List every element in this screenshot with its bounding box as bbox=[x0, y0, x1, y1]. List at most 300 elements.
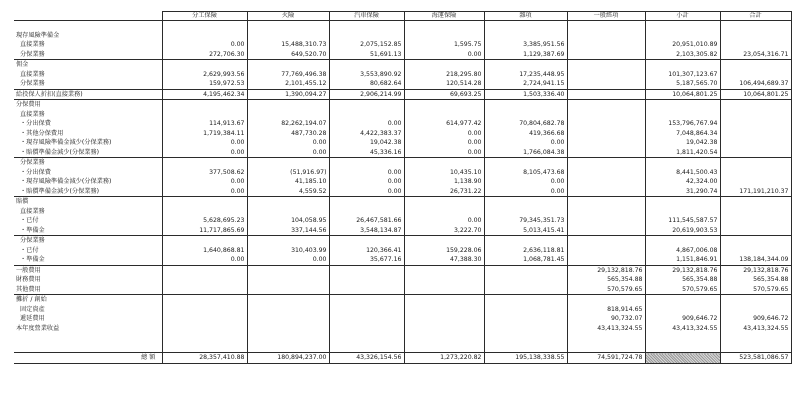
row-label: 分保業務 bbox=[14, 236, 162, 246]
row-label: ・分出保費 bbox=[20, 120, 51, 127]
value-cell bbox=[162, 324, 247, 334]
value-cell bbox=[567, 148, 645, 158]
value-cell bbox=[484, 110, 567, 120]
grand-total-cell: 523,581,086.57 bbox=[720, 353, 791, 364]
value-cell: 120,514.28 bbox=[404, 79, 484, 89]
value-cell: 4,422,383.37 bbox=[329, 129, 404, 139]
value-cell bbox=[484, 305, 567, 315]
value-cell bbox=[567, 21, 645, 31]
value-cell bbox=[645, 295, 720, 305]
value-cell: 337,144.56 bbox=[247, 226, 329, 236]
value-cell bbox=[484, 100, 567, 110]
value-cell: 614,977.42 bbox=[404, 119, 484, 129]
table-row bbox=[14, 110, 791, 120]
row-label: ・準備金 bbox=[20, 226, 45, 234]
value-cell bbox=[484, 31, 567, 41]
value-cell: 10,064,801.25 bbox=[720, 89, 791, 100]
table-row bbox=[14, 177, 791, 187]
value-cell: 0.00 bbox=[329, 177, 404, 187]
table-body bbox=[14, 21, 791, 353]
value-cell bbox=[247, 275, 329, 285]
value-cell bbox=[567, 119, 645, 129]
value-cell bbox=[720, 40, 791, 50]
value-cell bbox=[720, 110, 791, 120]
table-row bbox=[14, 275, 791, 285]
value-cell: 106,494,689.37 bbox=[720, 79, 791, 89]
value-cell bbox=[720, 21, 791, 31]
value-cell bbox=[720, 305, 791, 315]
value-cell bbox=[404, 333, 484, 343]
value-cell: 1,811,420.54 bbox=[645, 148, 720, 158]
row-label: 本年度營業收益 bbox=[16, 324, 60, 332]
column-header: 汽車保險 bbox=[329, 12, 404, 21]
value-cell: 1,595.75 bbox=[404, 40, 484, 50]
value-cell: 570,579.65 bbox=[720, 285, 791, 295]
value-cell bbox=[329, 207, 404, 217]
row-label: ・已付 bbox=[20, 217, 39, 224]
value-cell: 218,295.80 bbox=[404, 70, 484, 80]
value-cell bbox=[484, 207, 567, 217]
value-cell: 0.00 bbox=[162, 187, 247, 197]
table-row bbox=[14, 236, 791, 246]
value-cell: 1,151,846.91 bbox=[645, 255, 720, 265]
table-row bbox=[14, 119, 791, 129]
value-cell: 1,640,868.81 bbox=[162, 246, 247, 256]
value-cell: 3,553,890.92 bbox=[329, 70, 404, 80]
table-row bbox=[14, 246, 791, 256]
value-cell: 0.00 bbox=[404, 138, 484, 148]
value-cell bbox=[329, 31, 404, 41]
value-cell: 0.00 bbox=[162, 255, 247, 265]
value-cell bbox=[720, 148, 791, 158]
value-cell bbox=[329, 324, 404, 334]
table-row bbox=[14, 226, 791, 236]
value-cell bbox=[329, 295, 404, 305]
value-cell bbox=[720, 177, 791, 187]
value-cell: 0.00 bbox=[404, 50, 484, 60]
total-cell: 74,591,724.78 bbox=[567, 353, 645, 364]
value-cell bbox=[645, 343, 720, 353]
value-cell: 41,185.10 bbox=[247, 177, 329, 187]
value-cell bbox=[247, 236, 329, 246]
value-cell bbox=[720, 207, 791, 217]
value-cell bbox=[484, 285, 567, 295]
corner-cell bbox=[14, 12, 162, 21]
value-cell bbox=[404, 314, 484, 324]
value-cell bbox=[567, 343, 645, 353]
value-cell: 0.00 bbox=[162, 148, 247, 158]
value-cell bbox=[567, 226, 645, 236]
value-cell bbox=[720, 197, 791, 207]
value-cell: 43,413,324.55 bbox=[645, 324, 720, 334]
row-label bbox=[14, 21, 162, 31]
value-cell: 42,324.00 bbox=[645, 177, 720, 187]
row-label: 直接業務 bbox=[20, 41, 45, 48]
total-cell: 180,894,237.00 bbox=[247, 353, 329, 364]
value-cell bbox=[247, 110, 329, 120]
table-row bbox=[14, 265, 791, 275]
value-cell bbox=[567, 110, 645, 120]
value-cell bbox=[484, 333, 567, 343]
value-cell bbox=[404, 21, 484, 31]
value-cell bbox=[404, 110, 484, 120]
value-cell bbox=[484, 343, 567, 353]
value-cell: 909,646.72 bbox=[645, 314, 720, 324]
value-cell: 1,719,384.11 bbox=[162, 129, 247, 139]
row-label: 賠償 bbox=[14, 197, 162, 207]
value-cell bbox=[720, 100, 791, 110]
value-cell: 0.00 bbox=[162, 138, 247, 148]
value-cell bbox=[404, 60, 484, 70]
row-label: 財務費用 bbox=[16, 276, 41, 283]
value-cell: 0.00 bbox=[247, 138, 329, 148]
value-cell bbox=[720, 333, 791, 343]
value-cell bbox=[484, 324, 567, 334]
value-cell: 3,385,951.56 bbox=[484, 40, 567, 50]
value-cell: 649,520.70 bbox=[247, 50, 329, 60]
value-cell: 43,413,324.55 bbox=[720, 324, 791, 334]
value-cell bbox=[162, 275, 247, 285]
value-cell: 31,290.74 bbox=[645, 187, 720, 197]
value-cell: 77,769,496.38 bbox=[247, 70, 329, 80]
value-cell bbox=[162, 265, 247, 275]
value-cell: 0.00 bbox=[484, 138, 567, 148]
value-cell bbox=[567, 79, 645, 89]
value-cell bbox=[329, 343, 404, 353]
table-row bbox=[14, 197, 791, 207]
value-cell: 90,732.07 bbox=[567, 314, 645, 324]
value-cell bbox=[720, 60, 791, 70]
value-cell: 2,103,305.82 bbox=[645, 50, 720, 60]
value-cell bbox=[404, 343, 484, 353]
value-cell bbox=[720, 129, 791, 139]
value-cell bbox=[404, 197, 484, 207]
value-cell: 26,731.22 bbox=[404, 187, 484, 197]
value-cell bbox=[162, 110, 247, 120]
value-cell bbox=[720, 295, 791, 305]
value-cell: 0.00 bbox=[329, 187, 404, 197]
row-label: ・已付 bbox=[20, 246, 39, 254]
value-cell: 1,068,781.45 bbox=[484, 255, 567, 265]
value-cell: 101,307,123.67 bbox=[645, 70, 720, 80]
value-cell bbox=[567, 60, 645, 70]
row-label: ・賠償準備金減少(分保業務) bbox=[20, 148, 100, 156]
value-cell bbox=[404, 285, 484, 295]
value-cell: 818,914.65 bbox=[567, 305, 645, 315]
value-cell: 3,222.70 bbox=[404, 226, 484, 236]
value-cell bbox=[329, 110, 404, 120]
value-cell: 111,545,587.57 bbox=[645, 216, 720, 226]
value-cell bbox=[645, 333, 720, 343]
value-cell: 2,101,455.12 bbox=[247, 79, 329, 89]
value-cell: 272,706.30 bbox=[162, 50, 247, 60]
value-cell bbox=[645, 60, 720, 70]
value-cell bbox=[645, 236, 720, 246]
value-cell bbox=[162, 21, 247, 31]
value-cell: 570,579.65 bbox=[567, 285, 645, 295]
value-cell bbox=[567, 50, 645, 60]
value-cell: 377,508.62 bbox=[162, 168, 247, 178]
total-cell-shaded bbox=[645, 353, 720, 364]
value-cell bbox=[247, 197, 329, 207]
value-cell bbox=[162, 314, 247, 324]
value-cell bbox=[567, 333, 645, 343]
row-label: ・賠償準備金減少(分保業務) bbox=[20, 187, 100, 195]
value-cell bbox=[329, 285, 404, 295]
value-cell bbox=[404, 324, 484, 334]
table-row bbox=[14, 21, 791, 31]
row-label: 分保業務 bbox=[20, 80, 45, 87]
value-cell bbox=[567, 40, 645, 50]
column-header: 雜項 bbox=[484, 12, 567, 21]
value-cell: 29,132,818.76 bbox=[720, 265, 791, 275]
value-cell bbox=[645, 110, 720, 120]
column-header: 火險 bbox=[247, 12, 329, 21]
value-cell bbox=[567, 255, 645, 265]
row-label: 固定資產 bbox=[20, 305, 45, 313]
value-cell: 2,629,993.56 bbox=[162, 70, 247, 80]
value-cell: 0.00 bbox=[484, 177, 567, 187]
table-row bbox=[14, 40, 791, 50]
table-row bbox=[14, 305, 791, 315]
row-label: 直接業務 bbox=[20, 110, 45, 118]
value-cell bbox=[484, 236, 567, 246]
value-cell bbox=[567, 197, 645, 207]
table-row bbox=[14, 187, 791, 197]
value-cell: 1,503,336.40 bbox=[484, 89, 567, 100]
value-cell bbox=[720, 31, 791, 41]
value-cell bbox=[567, 207, 645, 217]
value-cell bbox=[720, 138, 791, 148]
total-cell: 28,357,410.88 bbox=[162, 353, 247, 364]
table-row bbox=[14, 333, 791, 343]
value-cell bbox=[567, 129, 645, 139]
value-cell: 565,354.88 bbox=[720, 275, 791, 285]
value-cell bbox=[567, 138, 645, 148]
value-cell: 47,388.30 bbox=[404, 255, 484, 265]
value-cell bbox=[645, 31, 720, 41]
table-row bbox=[14, 79, 791, 89]
total-cell: 43,326,154.56 bbox=[329, 353, 404, 364]
value-cell: 35,677.16 bbox=[329, 255, 404, 265]
table-row bbox=[14, 100, 791, 110]
value-cell bbox=[720, 216, 791, 226]
value-cell: 11,717,865.69 bbox=[162, 226, 247, 236]
value-cell bbox=[645, 21, 720, 31]
value-cell: 4,195,462.34 bbox=[162, 89, 247, 100]
value-cell: 2,724,941.15 bbox=[484, 79, 567, 89]
value-cell: 487,730.28 bbox=[247, 129, 329, 139]
value-cell bbox=[720, 246, 791, 256]
value-cell bbox=[247, 314, 329, 324]
value-cell: 29,132,818.76 bbox=[645, 265, 720, 275]
value-cell: 10,435.10 bbox=[404, 168, 484, 178]
value-cell bbox=[567, 187, 645, 197]
value-cell: 8,105,473.68 bbox=[484, 168, 567, 178]
row-label: ・現存風險準備金減少(分保業務) bbox=[20, 178, 112, 185]
row-label: 分保費用 bbox=[14, 100, 162, 110]
value-cell bbox=[247, 21, 329, 31]
total-label: 總 額 bbox=[14, 353, 162, 364]
value-cell: 79,345,351.73 bbox=[484, 216, 567, 226]
table-row bbox=[14, 138, 791, 148]
value-cell: 1,129,387.69 bbox=[484, 50, 567, 60]
value-cell: 20,619,903.53 bbox=[645, 226, 720, 236]
value-cell bbox=[645, 305, 720, 315]
value-cell: 104,058.95 bbox=[247, 216, 329, 226]
value-cell bbox=[720, 236, 791, 246]
value-cell: 17,235,448.95 bbox=[484, 70, 567, 80]
value-cell: 159,972.53 bbox=[162, 79, 247, 89]
value-cell bbox=[404, 158, 484, 168]
value-cell: 310,403.99 bbox=[247, 246, 329, 256]
value-cell: 0.00 bbox=[247, 148, 329, 158]
total-cell: 195,138,338.55 bbox=[484, 353, 567, 364]
value-cell bbox=[567, 177, 645, 187]
value-cell bbox=[247, 207, 329, 217]
table-row bbox=[14, 168, 791, 178]
column-header: 分工保險 bbox=[162, 12, 247, 21]
value-cell bbox=[567, 89, 645, 100]
value-cell bbox=[329, 21, 404, 31]
row-label: 給投保人折扣(直接業務) bbox=[14, 89, 162, 100]
value-cell bbox=[567, 100, 645, 110]
value-cell bbox=[484, 295, 567, 305]
table-row bbox=[14, 324, 791, 334]
value-cell: 82,262,194.07 bbox=[247, 119, 329, 129]
value-cell: 570,579.65 bbox=[645, 285, 720, 295]
value-cell bbox=[162, 158, 247, 168]
value-cell: 419,366.68 bbox=[484, 129, 567, 139]
value-cell bbox=[484, 21, 567, 31]
value-cell: 69,693.25 bbox=[404, 89, 484, 100]
value-cell: 10,064,801.25 bbox=[645, 89, 720, 100]
row-label: ・分出保費 bbox=[20, 168, 51, 176]
value-cell bbox=[567, 158, 645, 168]
value-cell bbox=[162, 295, 247, 305]
value-cell: 5,628,695.23 bbox=[162, 216, 247, 226]
value-cell bbox=[247, 265, 329, 275]
value-cell bbox=[329, 197, 404, 207]
value-cell bbox=[720, 343, 791, 353]
table-row bbox=[14, 89, 791, 100]
value-cell: 153,796,767.94 bbox=[645, 119, 720, 129]
row-label: 佣金 bbox=[14, 60, 162, 70]
value-cell: 1,390,094.27 bbox=[247, 89, 329, 100]
value-cell bbox=[162, 343, 247, 353]
value-cell: 171,191,210.37 bbox=[720, 187, 791, 197]
value-cell bbox=[404, 100, 484, 110]
value-cell bbox=[329, 60, 404, 70]
value-cell: 565,354.88 bbox=[567, 275, 645, 285]
value-cell: 0.00 bbox=[329, 168, 404, 178]
value-cell bbox=[484, 314, 567, 324]
value-cell bbox=[720, 70, 791, 80]
value-cell bbox=[247, 158, 329, 168]
column-header: 合計 bbox=[720, 12, 791, 21]
value-cell: 15,488,310.73 bbox=[247, 40, 329, 50]
value-cell: 0.00 bbox=[484, 187, 567, 197]
value-cell bbox=[567, 70, 645, 80]
value-cell: 0.00 bbox=[404, 129, 484, 139]
value-cell: 8,441,500.43 bbox=[645, 168, 720, 178]
value-cell: 5,187,565.70 bbox=[645, 79, 720, 89]
total-cell: 1,273,220.82 bbox=[404, 353, 484, 364]
row-label: ・其他分保費用 bbox=[20, 129, 64, 137]
value-cell bbox=[329, 275, 404, 285]
value-cell: 5,013,415.41 bbox=[484, 226, 567, 236]
table-row bbox=[14, 343, 791, 353]
value-cell bbox=[404, 265, 484, 275]
value-cell: 43,413,324.55 bbox=[567, 324, 645, 334]
value-cell bbox=[247, 295, 329, 305]
financial-statement-sheet bbox=[14, 11, 792, 364]
row-label bbox=[14, 343, 162, 353]
table-row bbox=[14, 60, 791, 70]
value-cell bbox=[720, 226, 791, 236]
row-label: 直接業務 bbox=[20, 207, 45, 215]
value-cell: 7,048,864.34 bbox=[645, 129, 720, 139]
value-cell: 1,138.90 bbox=[404, 177, 484, 187]
value-cell: 3,548,134.87 bbox=[329, 226, 404, 236]
value-cell bbox=[404, 295, 484, 305]
value-cell bbox=[484, 158, 567, 168]
value-cell: 114,913.67 bbox=[162, 119, 247, 129]
value-cell: 45,336.16 bbox=[329, 148, 404, 158]
value-cell bbox=[720, 168, 791, 178]
value-cell bbox=[162, 333, 247, 343]
value-cell bbox=[247, 333, 329, 343]
value-cell: 0.00 bbox=[404, 148, 484, 158]
financial-table bbox=[14, 11, 792, 364]
value-cell: 0.00 bbox=[162, 177, 247, 187]
row-label: 現存風險準備金 bbox=[16, 31, 60, 39]
row-label bbox=[14, 333, 162, 343]
value-cell: 0.00 bbox=[404, 216, 484, 226]
value-cell bbox=[329, 314, 404, 324]
value-cell: 0.00 bbox=[247, 255, 329, 265]
column-header: 海運保險 bbox=[404, 12, 484, 21]
value-cell: 23,054,316.71 bbox=[720, 50, 791, 60]
value-cell: 909,646.72 bbox=[720, 314, 791, 324]
row-label: 直接業務 bbox=[20, 70, 45, 78]
table-row bbox=[14, 255, 791, 265]
value-cell bbox=[567, 168, 645, 178]
value-cell bbox=[162, 197, 247, 207]
value-cell: 2,636,118.81 bbox=[484, 246, 567, 256]
row-label: ・現存風險準備金減少(分保業務) bbox=[20, 139, 112, 146]
value-cell bbox=[329, 333, 404, 343]
value-cell bbox=[329, 236, 404, 246]
row-label: 一般費用 bbox=[14, 265, 162, 275]
table-row bbox=[14, 50, 791, 60]
value-cell: 20,951,010.89 bbox=[645, 40, 720, 50]
value-cell: 565,354.88 bbox=[645, 275, 720, 285]
value-cell bbox=[567, 216, 645, 226]
value-cell: 29,132,818.76 bbox=[567, 265, 645, 275]
value-cell bbox=[247, 60, 329, 70]
value-cell bbox=[162, 31, 247, 41]
value-cell bbox=[484, 265, 567, 275]
value-cell: 4,867,006.08 bbox=[645, 246, 720, 256]
value-cell: 120,366.41 bbox=[329, 246, 404, 256]
value-cell bbox=[404, 305, 484, 315]
table-row bbox=[14, 148, 791, 158]
value-cell: 19,042.38 bbox=[645, 138, 720, 148]
value-cell bbox=[247, 305, 329, 315]
value-cell bbox=[162, 285, 247, 295]
value-cell bbox=[162, 207, 247, 217]
